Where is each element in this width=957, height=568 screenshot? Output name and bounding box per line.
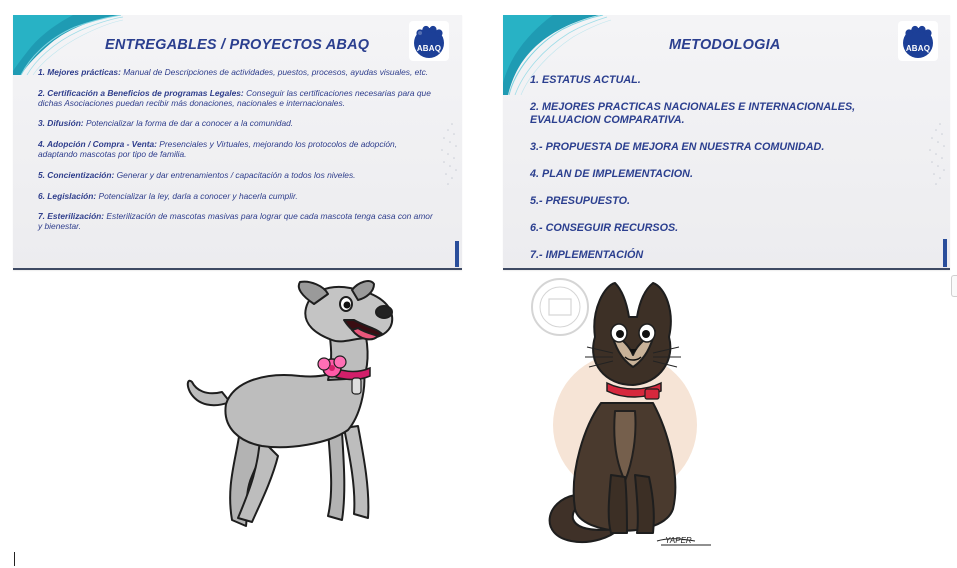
list-item: 6.- CONSEGUIR RECURSOS. [530, 221, 679, 234]
list-item: 5.- PRESUPUESTO. [530, 195, 630, 208]
list-item: 5. Concientización: Generar y dar entrenamientos / capacitación a todos los niveles. [38, 169, 356, 180]
slide-title: ENTREGABLES / PROYECTOS ABAQ [105, 37, 370, 53]
dog-illustration-icon [178, 280, 408, 535]
list-item: 3.- PROPUESTA DE MEJORA EN NUESTRA COMUNIDAD. [530, 141, 825, 154]
list-item: 7.- IMPLEMENTACIÓN [530, 248, 644, 261]
cat-illustration-icon [515, 275, 730, 555]
dotted-decoration [918, 120, 946, 190]
methodology-list [530, 74, 910, 270]
paw-logo-icon [898, 21, 938, 61]
list-item: 7. Esterilización: Esterilización de mascotas masivas para lograr que cada mascota tenga casa con amor y bienestar. [38, 211, 433, 232]
slide-title: METODOLOGIA [669, 37, 781, 53]
abaq-logo [898, 21, 938, 61]
deliverables-list [38, 67, 436, 242]
text-cursor [14, 552, 15, 566]
list-item: 2. Certificación a Beneficios de programas Legales: Conseguir las certificaciones necesarias para que dichas Asociaciones puedan recibir más donaciones, nacionales e internacionales. [38, 87, 431, 108]
panel-edge-tab[interactable] [951, 275, 957, 297]
logo-text: ABAQ [905, 44, 931, 53]
list-item: 4. PLAN DE IMPLEMENTACION. [530, 168, 693, 181]
slide-metodologia [503, 15, 950, 270]
logo-text: ABAQ [416, 44, 442, 53]
list-item: 3. Difusión: Potencializar la forma de dar a conocer a la comunidad. [38, 118, 294, 129]
slide-divider [13, 268, 462, 270]
list-item: 6. Legislación: Potencializar la ley, darla a conocer y hacerla cumplir. [38, 190, 298, 201]
accent-bar [943, 239, 947, 267]
list-item: 2. MEJORES PRACTICAS NACIONALES E INTERNACIONALES, EVALUACION COMPARATIVA. [530, 100, 856, 127]
artist-signature: YAPER [665, 536, 692, 545]
seal-watermark-icon [532, 279, 588, 335]
list-item: 1. ESTATUS ACTUAL. [530, 74, 641, 86]
slide-divider [503, 268, 950, 270]
list-item: 1. Mejores prácticas: Manual de Descripciones de actividades, puestos, procesos, ayudas visuales, etc. [38, 67, 429, 77]
slide-entregables [13, 15, 462, 270]
list-item: 4. Adopción / Compra - Venta: Presenciales y Virtuales, mejorando los protocolos de adopción, adaptando mascotas por tipo de familia. [38, 139, 398, 160]
accent-bar [455, 241, 459, 267]
paw-logo-icon [409, 21, 449, 61]
abaq-logo [409, 21, 449, 61]
